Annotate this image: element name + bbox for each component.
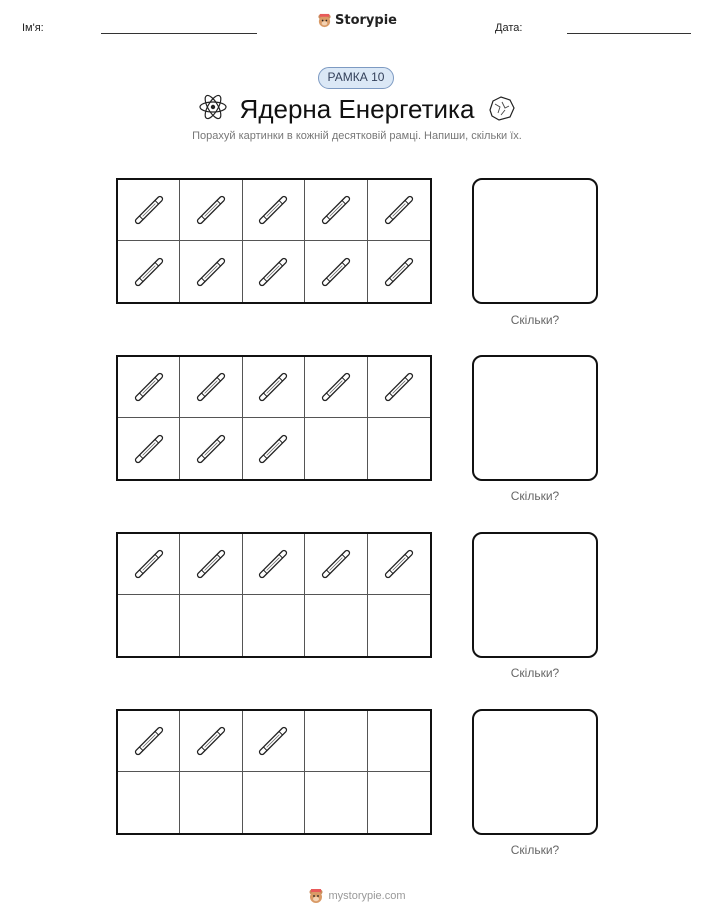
fuel-rod-icon bbox=[129, 721, 169, 761]
frame-cell bbox=[305, 241, 367, 302]
frame-cell bbox=[118, 711, 180, 772]
brand-name: Storypie bbox=[335, 13, 397, 28]
frame-cell bbox=[305, 711, 367, 772]
brand-logo bbox=[0, 13, 714, 28]
fuel-rod-icon bbox=[253, 367, 293, 407]
fuel-rod-icon bbox=[253, 544, 293, 584]
frame-cell bbox=[118, 241, 180, 302]
fuel-rod-icon bbox=[191, 721, 231, 761]
name-label: Ім'я: bbox=[22, 22, 44, 34]
answer-box-2[interactable] bbox=[472, 355, 598, 481]
answer-box-4[interactable] bbox=[472, 709, 598, 835]
fuel-rod-icon bbox=[191, 367, 231, 407]
fuel-rod-icon bbox=[191, 429, 231, 469]
frame-cell bbox=[368, 180, 430, 241]
frame-cell bbox=[180, 534, 242, 595]
frame-cell bbox=[180, 418, 242, 479]
fuel-rod-icon bbox=[379, 252, 419, 292]
uranium-ore-icon bbox=[486, 94, 516, 122]
how-many-label-2: Скільки? bbox=[510, 489, 560, 503]
fuel-rod-icon bbox=[379, 544, 419, 584]
frame-cell bbox=[368, 711, 430, 772]
frame-cell bbox=[305, 418, 367, 479]
footer bbox=[0, 888, 714, 904]
ten-frame-2 bbox=[116, 355, 432, 481]
frame-cell bbox=[305, 357, 367, 418]
fuel-rod-icon bbox=[191, 190, 231, 230]
frame-cell bbox=[180, 772, 242, 833]
fuel-rod-icon bbox=[316, 544, 356, 584]
fuel-rod-icon bbox=[253, 721, 293, 761]
frame-cell bbox=[368, 418, 430, 479]
frame-cell bbox=[118, 595, 180, 656]
ten-frame-4 bbox=[116, 709, 432, 835]
frame-cell bbox=[368, 595, 430, 656]
fuel-rod-icon bbox=[191, 544, 231, 584]
fuel-rod-icon bbox=[129, 252, 169, 292]
fuel-rod-icon bbox=[129, 429, 169, 469]
answer-box-3[interactable] bbox=[472, 532, 598, 658]
date-label: Дата: bbox=[495, 22, 523, 34]
fuel-rod-icon bbox=[379, 190, 419, 230]
frame-cell bbox=[305, 180, 367, 241]
fuel-rod-icon bbox=[253, 190, 293, 230]
frame-cell bbox=[243, 180, 305, 241]
frame-cell bbox=[243, 595, 305, 656]
frame-cell bbox=[118, 534, 180, 595]
frame-cell bbox=[305, 595, 367, 656]
frame-cell bbox=[243, 241, 305, 302]
bear-mascot-icon bbox=[317, 13, 332, 28]
frame-cell bbox=[180, 357, 242, 418]
frame-cell bbox=[368, 241, 430, 302]
frame-cell bbox=[243, 418, 305, 479]
fuel-rod-icon bbox=[316, 190, 356, 230]
how-many-label-3: Скільки? bbox=[510, 666, 560, 680]
frame-cell bbox=[305, 772, 367, 833]
frame-cell bbox=[243, 534, 305, 595]
fuel-rod-icon bbox=[129, 544, 169, 584]
page-title: Ядерна Енергетика bbox=[239, 94, 475, 124]
instructions: Порахуй картинки в кожній десятковій рамці. Напиши, скільки їх. bbox=[192, 130, 522, 142]
frame-type-badge: РАМКА 10 bbox=[318, 67, 394, 89]
fuel-rod-icon bbox=[316, 252, 356, 292]
frame-cell bbox=[305, 534, 367, 595]
fuel-rod-icon bbox=[191, 252, 231, 292]
fuel-rod-icon bbox=[316, 367, 356, 407]
date-field-line[interactable] bbox=[567, 33, 691, 34]
name-field-line[interactable] bbox=[101, 33, 257, 34]
fuel-rod-icon bbox=[379, 367, 419, 407]
frame-cell bbox=[118, 418, 180, 479]
frame-cell bbox=[180, 180, 242, 241]
frame-cell bbox=[243, 711, 305, 772]
bear-mascot-icon bbox=[308, 888, 324, 904]
fuel-rod-icon bbox=[129, 367, 169, 407]
frame-cell bbox=[180, 711, 242, 772]
frame-cell bbox=[368, 357, 430, 418]
frame-cell bbox=[243, 772, 305, 833]
frame-cell bbox=[368, 534, 430, 595]
frame-cell bbox=[180, 595, 242, 656]
how-many-label-4: Скільки? bbox=[510, 843, 560, 857]
answer-box-1[interactable] bbox=[472, 178, 598, 304]
ten-frame-3 bbox=[116, 532, 432, 658]
fuel-rod-icon bbox=[253, 429, 293, 469]
frame-cell bbox=[368, 772, 430, 833]
frame-cell bbox=[180, 241, 242, 302]
frame-cell bbox=[243, 357, 305, 418]
frame-cell bbox=[118, 180, 180, 241]
footer-site: mystorypie.com bbox=[328, 890, 406, 902]
frame-cell bbox=[118, 357, 180, 418]
frame-cell bbox=[118, 772, 180, 833]
ten-frame-1 bbox=[116, 178, 432, 304]
how-many-label-1: Скільки? bbox=[510, 313, 560, 327]
fuel-rod-icon bbox=[129, 190, 169, 230]
fuel-rod-icon bbox=[253, 252, 293, 292]
